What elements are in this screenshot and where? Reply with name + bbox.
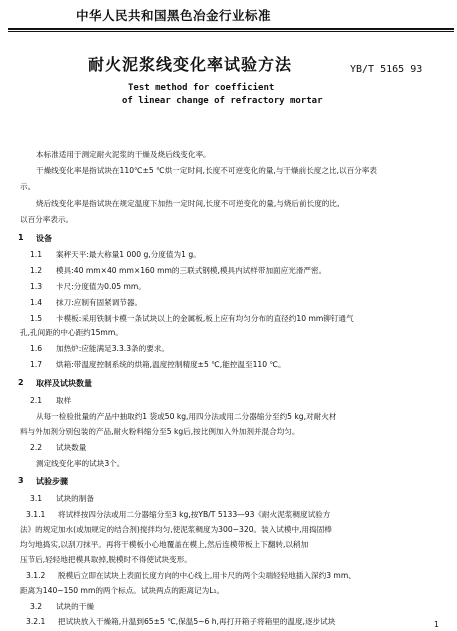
intro-line: 烧后线变化率是指试块在规定温度下加热一定时间,长度不可逆变化的量,与烧后前长度的比, [36, 199, 340, 208]
intro-line: 干燥线变化率是指试块在110℃±5 ℃烘一定时间,长度不可逆变化的量,与干燥前长度之比,以百分率表 [36, 166, 377, 175]
clause-number: 2.1 [30, 396, 43, 405]
clause-text: 卡尺:分度值为0.05 mm。 [56, 282, 146, 291]
intro-line: 示。 [20, 182, 36, 191]
section-heading: 取样及试块数量 [36, 379, 92, 388]
clause-number: 1.3 [30, 282, 43, 291]
clause-text: 法》的规定加水(或加规定的结合剂)搅拌均匀,使泥浆稠度为300~320。装入试模中,用捣固棒 [20, 525, 332, 534]
section-number: 3 [18, 476, 24, 485]
clause-text: 距离为140~150 mm的两个标点。试块两点的距离记为L₁。 [20, 586, 225, 595]
page-number: 1 [433, 620, 439, 629]
clause-number: 1.1 [30, 250, 43, 259]
section-number: 1 [18, 233, 24, 242]
clause-text: 模具:40 mm×40 mm×160 mm的三联式钢模,模具内试样带加面应光滑严密。 [56, 266, 327, 275]
header-rule [8, 28, 454, 30]
clause-number: 1.2 [30, 266, 43, 275]
clause-number: 3.1.2 [26, 571, 46, 580]
clause-text: 案秤天平:最大称量1 000 g,分度值为1 g。 [56, 250, 201, 259]
section-number: 2 [18, 378, 24, 387]
intro-line: 以百分率表示。 [20, 215, 74, 224]
clause-heading: 试块数量 [56, 443, 87, 452]
english-title-line-2: of linear change of refractory mortar [122, 96, 323, 106]
clause-heading: 取样 [56, 396, 72, 405]
clause-number: 2.2 [30, 443, 43, 452]
clause-text: 料与外加剂分别包装的产品,耐火粉料缩分至5 kg后,按比例加入外加剂并混合均匀。 [20, 427, 300, 436]
clause-number: 3.2 [30, 602, 43, 611]
clause-text: 从每一检验批量的产品中抽取约1 袋或50 kg,用四分法或用二分器缩分至约5 kg,对耐火材 [36, 412, 337, 421]
clause-number: 3.1 [30, 494, 43, 503]
clause-continuation: 孔,孔间距的中心距约15mm。 [20, 328, 123, 337]
clause-text: 脱模后立即在试块上表面长度方向的中心线上,用卡尺的两个尖端轻轻地插入深约3 mm、 [58, 571, 356, 580]
intro-line: 本标准适用于测定耐火泥浆的干燥及烧后线变化率。 [36, 150, 211, 159]
clause-text: 卡模板:采用铁制卡模一条试块以上的金属板,板上应有均匀分布的直径约10 mm铆钉通气 [56, 314, 354, 323]
clause-number: 1.6 [30, 344, 43, 353]
clause-number: 3.1.1 [26, 510, 46, 519]
clause-text: 加热炉:应能满足3.3.3条的要求。 [56, 344, 170, 353]
clause-number: 1.7 [30, 360, 43, 369]
header-rule-thin [8, 31, 454, 32]
clause-text: 将试样按四分法或用二分器缩分至3 kg,按YB/T 5133—93《耐火泥浆稠度试验方 [58, 510, 331, 519]
section-heading: 试验步骤 [36, 477, 68, 486]
clause-text: 测定线变化率的试块3个。 [36, 459, 125, 468]
clause-number: 3.2.1 [26, 617, 46, 626]
clause-text: 压节后,轻轻地把模具取掉,脱模时不得使试块变形。 [20, 555, 192, 564]
clause-heading: 试块的干燥 [56, 602, 94, 611]
clause-text: 均匀地捣实,以刮刀抹平。再将干模板小心地覆盖在模上,然后连模带板上下翻转,以稍加 [20, 540, 309, 549]
standard-number: YB/T 5165 93 [350, 64, 423, 75]
standard-category-header: 中华人民共和国黑色冶金行业标准 [76, 8, 272, 23]
section-heading: 设备 [36, 234, 52, 243]
clause-text: 把试块放入干燥箱,升温到65±5 ℃,保温5~6 h,再打开箱子将箱里的温度,逐步试块 [58, 617, 336, 626]
clause-number: 1.5 [30, 314, 43, 323]
document-title: 耐火泥浆线变化率试验方法 [88, 55, 293, 74]
clause-heading: 试块的制备 [56, 494, 94, 503]
clause-number: 1.4 [30, 298, 43, 307]
english-title-line-1: Test method for coefficient [128, 83, 275, 93]
clause-text: 抹刀:应制有固紧调节器。 [56, 298, 143, 307]
clause-text: 烘箱:带温度控制系统的烘箱,温度控制精度±5 ℃,能控温至110 ℃。 [56, 360, 286, 369]
